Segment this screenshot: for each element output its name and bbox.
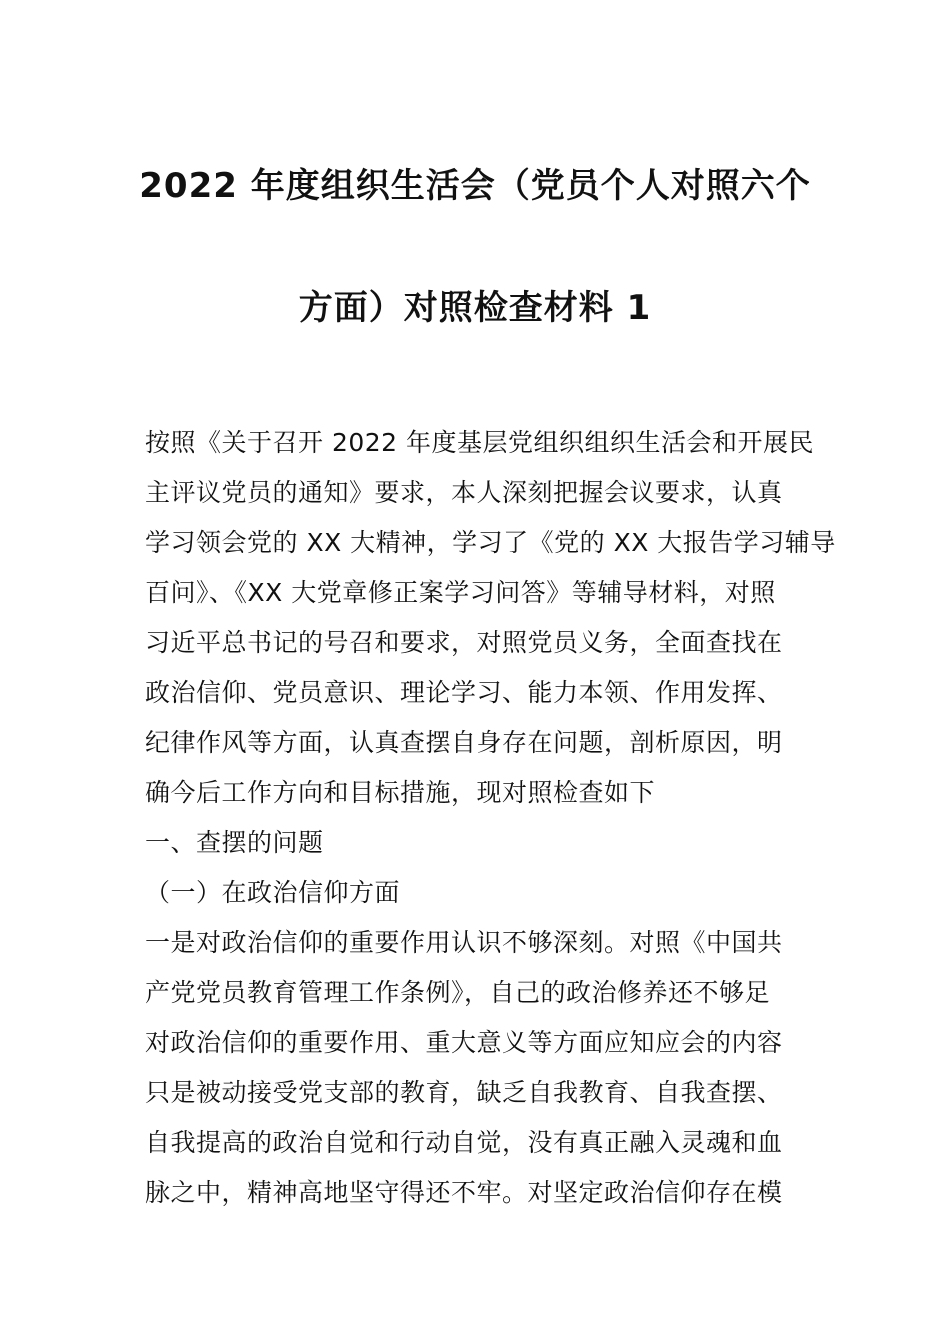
body-line: 只是被动接受党支部的教育，缺乏自我教育、自我查摆、 xyxy=(145,1078,783,1107)
document-title-line-2: 方面）对照检查材料 1 xyxy=(298,288,652,328)
body-line: 脉之中，精神高地坚守得还不牢。对坚定政治信仰存在模 xyxy=(145,1178,783,1207)
body-line: 一是对政治信仰的重要作用认识不够深刻。对照《中国共 xyxy=(145,928,783,957)
body-line: 确今后工作方向和目标措施，现对照检查如下 xyxy=(145,778,656,807)
document-title-line-1: 2022 年度组织生活会（党员个人对照六个 xyxy=(139,166,811,206)
body-line: 习近平总书记的号召和要求，对照党员义务，全面查找在 xyxy=(145,628,783,657)
body-line: 按照《关于召开 2022 年度基层党组织组织生活会和开展民 xyxy=(145,428,815,457)
body-line: 百问》、《XX 大党章修正案学习问答》等辅导材料，对照 xyxy=(145,578,776,607)
subsection-heading: （一）在政治信仰方面 xyxy=(145,878,401,907)
body-line: 纪律作风等方面，认真查摆自身存在问题，剖析原因，明 xyxy=(145,728,783,757)
section-heading: 一、查摆的问题 xyxy=(145,828,324,857)
body-line: 学习领会党的 XX 大精神，学习了《党的 XX 大报告学习辅导 xyxy=(145,528,836,557)
body-line: 对政治信仰的重要作用、重大意义等方面应知应会的内容 xyxy=(145,1028,783,1057)
document-body xyxy=(145,418,836,1218)
body-line: 政治信仰、党员意识、理论学习、能力本领、作用发挥、 xyxy=(145,678,783,707)
body-line: 主评议党员的通知》要求，本人深刻把握会议要求，认真 xyxy=(145,478,783,507)
body-line: 产党党员教育管理工作条例》，自己的政治修养还不够足 xyxy=(145,978,771,1007)
body-line: 自我提高的政治自觉和行动自觉，没有真正融入灵魂和血 xyxy=(145,1128,783,1157)
